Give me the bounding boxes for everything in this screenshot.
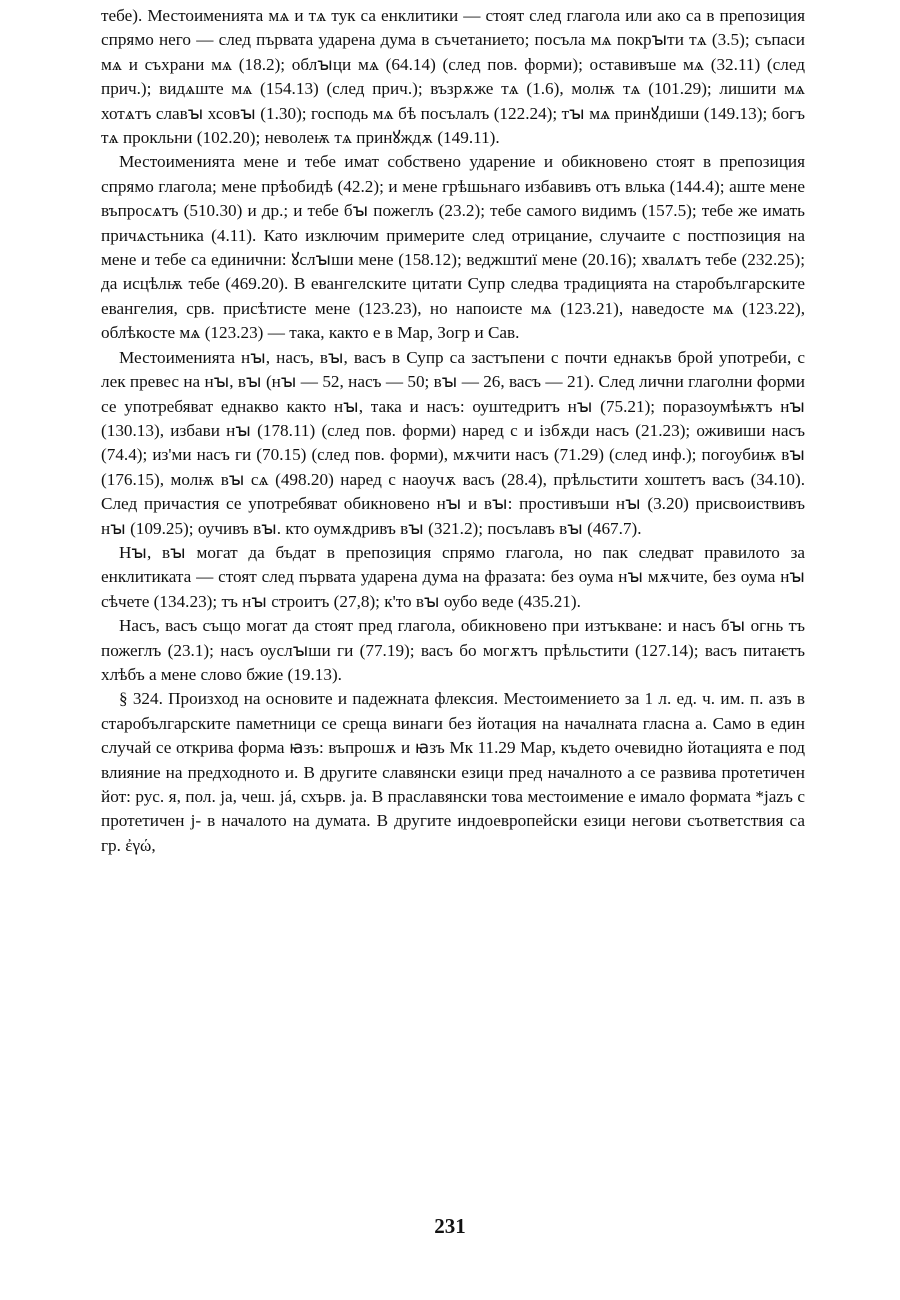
paragraph: Местоименията нꙑ, насъ, вꙑ, васъ в Супр са застъпени с почти еднакъв брой употреби, с лек превес на нꙑ, вꙑ (нꙑ — 52, насъ — 50; вꙑ — 26, васъ — 21). След лични глаголни форми се употребяват еднакво както нꙑ, така и насъ: оуштедритъ нꙑ (75.21); поразоумѣѭтъ нꙑ (130.13), избави нꙑ (178.11) (след пов. форми) наред с и ізбѫди насъ (21.23); оживиши насъ (74.4); из'ми насъ ги (70.15) (след пов. форми), мѫчити насъ (71.29) (след инф.); погоубиѭ вꙑ (176.15), молѭ вꙑ сѧ (498.20) наред с наоучѫ васъ (28.4), прѣльстити хоштетъ васъ (34.10). След причастия се употребяват обикновено нꙑ и вꙑ: простивъши нꙑ (3.20) присвоиствивъ нꙑ (109.25); оучивъ вꙑ. кто оумѫдривъ вꙑ (321.2); посълавъ вꙑ (467.7). [101,347,805,538]
section-paragraph: § 324. Произход на основите и падежната флексия. Местоимението за 1 л. ед. ч. им. п. азъ в старобългарските паметници се среща винаги без йотация на началната гласна а. Само в един случай се открива форма ꙗзъ: въпрошѫ и ꙗзъ Мк 11.29 Мар, където очевидно йотацията е под влияние на предходното и. В другите славянски езици пред началното а се развива протетичен йот: рус. я, пол. ja, чеш. já, схърв. ja. В праславянски това местоимение е имало формата *jazъ с протетичен j- в началото на думата. В другите индоевропейски езици негови съответствия са гр. ἐγώ, [101,689,805,855]
paragraph-continued: тебе). Местоименията мѧ и тѧ тук са енклитики — стоят след глагола или ако са в препозиция спрямо него — след първата ударена дума в съчетанието; посъла мѧ покрꙑти тѧ (3.5); съпаси мѧ и съхрани мѧ (18.2); облꙑци мѧ (64.14) (след пов. форми); оставивъше мѧ (32.11) (след прич.); видѧште мѧ (154.13) (след прич.); възрѫже тѧ (1.6), молѭ тѧ (101.29); лишити мѧ хотѧтъ славꙑ хсовꙑ (1.30); господь мѧ бѣ посълалъ (122.24); тꙑ мѧ принꙋдиши (149.13); богъ тѧ прокльни (102.20); неволеѭ тѧ принꙋждѫ (149.11). [101,6,805,148]
paragraph: Насъ, васъ също могат да стоят пред глагола, обикновено при изтъкване: и насъ бꙑ огнь тъ пожеглъ (23.1); насъ оуслꙑши ги (77.19); васъ бо могѫтъ прѣльстити (127.14); васъ питаѥтъ хлѣбъ а мене слово бжие (19.13). [101,616,805,684]
page-number: 231 [434,1214,466,1238]
paragraph: Нꙑ, вꙑ могат да бъдат в препозиция спрямо глагола, но пак следват правилото за енклитиката — стоят след първата ударена дума на фразата: без оума нꙑ мѫчите, без оума нꙑ сѣчете (134.23); тъ нꙑ строитъ (27,8); к'то вꙑ оубо веде (435.21). [101,542,805,611]
page-body [101,4,805,858]
paragraph: Местоименията мене и тебе имат собствено ударение и обикновено стоят в препозиция спрямо глагола; мене прѣобидѣ (42.2); и мене грѣшьнаго избавивъ отъ влька (144.4); аште мене въпросѧтъ (510.30) и др.; и тебе бꙑ пожеглъ (23.2); тебе самого видимъ (157.5); тебе же имать причѧстьника (4.11). Като изключим примерите след отрицание, случаите с постпозиция на мене и тебе са единични: ꙋслꙑши мене (158.12); веджштиї мене (20.16); хвалѧтъ тебе (232.25); да исцѣлѭ тебе (469.20). В евангелските цитати Супр следва традицията на старобългарските евангелия, срв. присѣтисте мене (123.23), но напоисте мѧ (123.21), наведосте мѧ (123.22), облѣкосте мѧ (123.23) — така, както е в Мар, Зогр и Сав. [101,152,805,343]
